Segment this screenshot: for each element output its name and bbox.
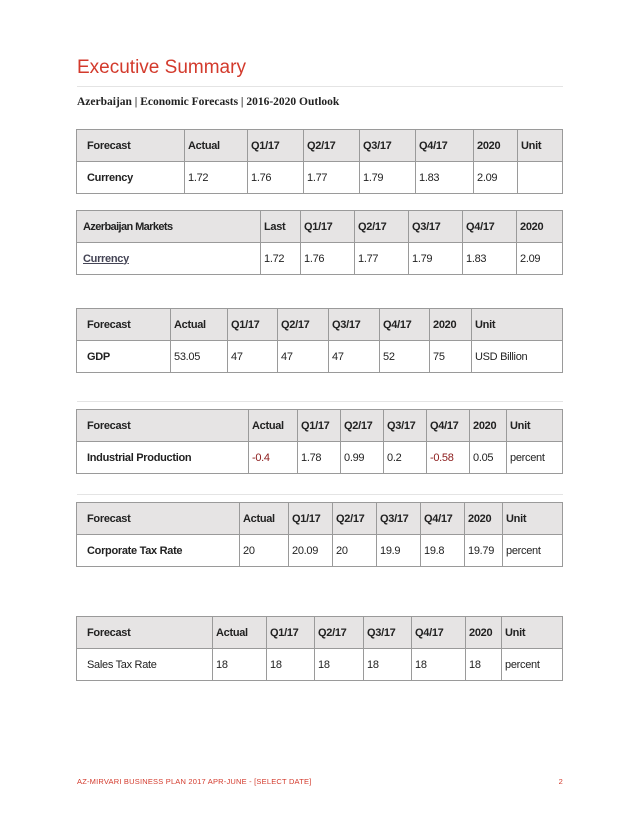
markets-table bbox=[76, 210, 563, 275]
header-cell: Q1/17 bbox=[301, 211, 355, 243]
header-cell: 2020 bbox=[517, 211, 563, 243]
table-cell: 0.05 bbox=[470, 442, 507, 474]
table-cell: 1.77 bbox=[355, 243, 409, 275]
table-cell: 2.09 bbox=[517, 243, 563, 275]
header-cell: Actual bbox=[240, 503, 289, 535]
header-cell: 2020 bbox=[466, 617, 502, 649]
page-footer bbox=[77, 777, 563, 786]
header-cell: 2020 bbox=[465, 503, 503, 535]
table-cell: percent bbox=[507, 442, 563, 474]
header-cell: Q2/17 bbox=[355, 211, 409, 243]
table-cell: 1.83 bbox=[416, 162, 474, 194]
header-cell: Q3/17 bbox=[384, 410, 427, 442]
footer-text: AZ-MIRVARI BUSINESS PLAN 2017 APR-JUNE - [SELECT DATE] bbox=[77, 777, 312, 786]
row-label: Sales Tax Rate bbox=[77, 649, 213, 681]
sales-tax-table bbox=[76, 616, 563, 681]
table-cell: 18 bbox=[267, 649, 315, 681]
header-cell: Q4/17 bbox=[380, 309, 430, 341]
table-cell: 1.79 bbox=[360, 162, 416, 194]
header-cell: Unit bbox=[472, 309, 563, 341]
header-cell: Q2/17 bbox=[278, 309, 329, 341]
table-cell: 1.72 bbox=[185, 162, 248, 194]
table-header-row bbox=[77, 211, 563, 243]
table-cell: 75 bbox=[430, 341, 472, 373]
table-cell: 47 bbox=[228, 341, 278, 373]
header-cell: Q4/17 bbox=[416, 130, 474, 162]
section-divider bbox=[77, 401, 563, 402]
header-cell: Actual bbox=[185, 130, 248, 162]
table-cell: 1.76 bbox=[301, 243, 355, 275]
header-cell: Q3/17 bbox=[364, 617, 412, 649]
currency-link-cell[interactable] bbox=[77, 243, 261, 275]
header-cell: Q3/17 bbox=[377, 503, 421, 535]
table-row bbox=[77, 649, 563, 681]
table-cell: -0.58 bbox=[427, 442, 470, 474]
row-label: Currency bbox=[77, 162, 185, 194]
table-cell: 1.83 bbox=[463, 243, 517, 275]
header-cell: Q3/17 bbox=[360, 130, 416, 162]
table-cell: 52 bbox=[380, 341, 430, 373]
header-cell: Forecast bbox=[77, 617, 213, 649]
table-header-row bbox=[77, 130, 563, 162]
table-row bbox=[77, 341, 563, 373]
table-cell bbox=[518, 162, 563, 194]
header-cell: Q1/17 bbox=[228, 309, 278, 341]
header-cell: Actual bbox=[171, 309, 228, 341]
table-cell: 19.8 bbox=[421, 535, 465, 567]
table-cell: 0.99 bbox=[341, 442, 384, 474]
table-cell: 18 bbox=[466, 649, 502, 681]
table-cell: 20 bbox=[333, 535, 377, 567]
header-cell: Forecast bbox=[77, 410, 249, 442]
table-cell: 20.09 bbox=[289, 535, 333, 567]
table-cell: percent bbox=[502, 649, 563, 681]
header-cell: Forecast bbox=[77, 130, 185, 162]
header-cell: Q4/17 bbox=[463, 211, 517, 243]
industrial-production-table bbox=[76, 409, 563, 474]
table-cell: 18 bbox=[364, 649, 412, 681]
header-cell: Q2/17 bbox=[341, 410, 384, 442]
table-cell: 1.72 bbox=[261, 243, 301, 275]
title-rule bbox=[77, 86, 563, 87]
page-number: 2 bbox=[558, 777, 563, 786]
table-header-row bbox=[77, 617, 563, 649]
table-cell: USD Billion bbox=[472, 341, 563, 373]
header-cell: 2020 bbox=[430, 309, 472, 341]
gdp-forecast-table bbox=[76, 308, 563, 373]
header-cell: Q3/17 bbox=[329, 309, 380, 341]
header-cell: Actual bbox=[249, 410, 298, 442]
table-header-row bbox=[77, 503, 563, 535]
table-cell: percent bbox=[503, 535, 563, 567]
header-cell: Q2/17 bbox=[304, 130, 360, 162]
header-cell: Unit bbox=[502, 617, 563, 649]
row-label: Corporate Tax Rate bbox=[77, 535, 240, 567]
header-cell: Q1/17 bbox=[298, 410, 341, 442]
header-cell: Q1/17 bbox=[248, 130, 304, 162]
header-cell: Q3/17 bbox=[409, 211, 463, 243]
table-row bbox=[77, 162, 563, 194]
header-cell: Q4/17 bbox=[412, 617, 466, 649]
table-cell: 0.2 bbox=[384, 442, 427, 474]
table-row bbox=[77, 442, 563, 474]
header-cell: 2020 bbox=[470, 410, 507, 442]
row-label: Industrial Production bbox=[77, 442, 249, 474]
table-row bbox=[77, 243, 563, 275]
table-cell: 2.09 bbox=[474, 162, 518, 194]
table-row bbox=[77, 535, 563, 567]
header-cell: Actual bbox=[213, 617, 267, 649]
header-cell: Last bbox=[261, 211, 301, 243]
currency-link[interactable]: Currency bbox=[83, 252, 129, 265]
header-cell: Q4/17 bbox=[427, 410, 470, 442]
page-subtitle: Azerbaijan | Economic Forecasts | 2016-2020 Outlook bbox=[77, 96, 340, 108]
row-label: GDP bbox=[77, 341, 171, 373]
page-title: Executive Summary bbox=[77, 57, 246, 78]
header-cell: Q1/17 bbox=[289, 503, 333, 535]
header-cell: Unit bbox=[503, 503, 563, 535]
table-cell: 18 bbox=[412, 649, 466, 681]
table-cell: 18 bbox=[213, 649, 267, 681]
header-cell: Unit bbox=[518, 130, 563, 162]
header-cell: 2020 bbox=[474, 130, 518, 162]
header-cell: Forecast bbox=[77, 309, 171, 341]
table-header-row bbox=[77, 410, 563, 442]
table-cell: 1.79 bbox=[409, 243, 463, 275]
header-cell: Q2/17 bbox=[333, 503, 377, 535]
header-cell: Unit bbox=[507, 410, 563, 442]
table-cell: 19.9 bbox=[377, 535, 421, 567]
table-header-row bbox=[77, 309, 563, 341]
header-cell: Forecast bbox=[77, 503, 240, 535]
table-cell: 18 bbox=[315, 649, 364, 681]
table-cell: 20 bbox=[240, 535, 289, 567]
table-cell: 47 bbox=[329, 341, 380, 373]
header-cell: Q4/17 bbox=[421, 503, 465, 535]
table-cell: 47 bbox=[278, 341, 329, 373]
table-cell: 19.79 bbox=[465, 535, 503, 567]
header-cell: Azerbaijan Markets bbox=[77, 211, 261, 243]
table-cell: 53.05 bbox=[171, 341, 228, 373]
table-cell: 1.78 bbox=[298, 442, 341, 474]
header-cell: Q2/17 bbox=[315, 617, 364, 649]
table-cell: 1.76 bbox=[248, 162, 304, 194]
section-divider bbox=[77, 494, 563, 495]
table-cell: 1.77 bbox=[304, 162, 360, 194]
header-cell: Q1/17 bbox=[267, 617, 315, 649]
corporate-tax-table bbox=[76, 502, 563, 567]
table-cell: -0.4 bbox=[249, 442, 298, 474]
currency-forecast-table bbox=[76, 129, 563, 194]
